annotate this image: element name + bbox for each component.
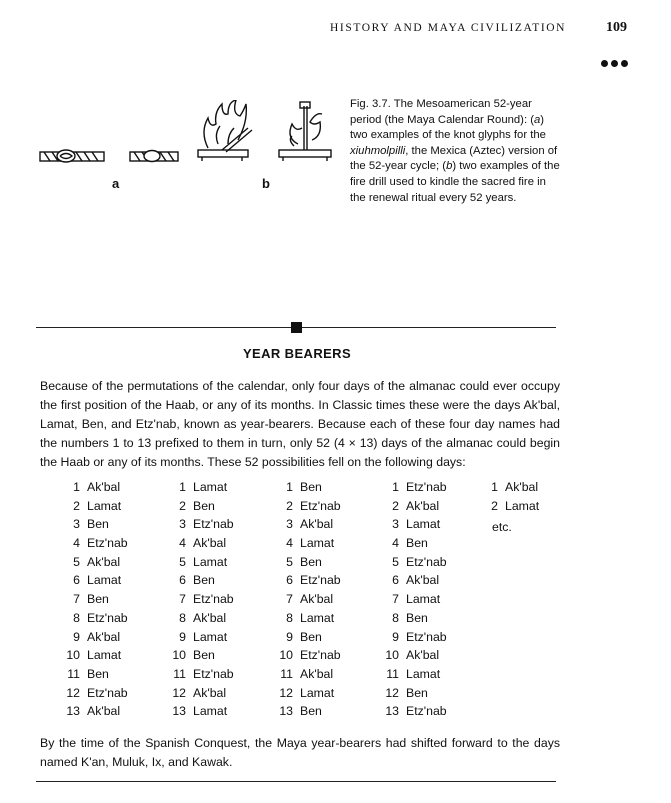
day-name: Ben — [406, 536, 428, 551]
day-name: Ak'bal — [300, 592, 334, 607]
knot-glyph-icon — [40, 150, 104, 162]
day-name: Etz'nab — [406, 554, 447, 569]
intro-paragraph: Because of the permutations of the calendar, only four days of the almanac could ever occupy the first position of the Haab, or any of its months. In Classic times these were the days Ak'bal, Lamat, Ben, and Etz'nab, known as year-bearers. Because each of these four day names had the numbers 1 to 13 prefixed to them in turn, only 52 (4 × 13) days of the almanac could begin the Haab or any of its months. These 52 possibilities fell on the following days: — [40, 379, 560, 469]
day-name: Ben — [406, 685, 428, 700]
ornament-dots-icon — [601, 54, 631, 72]
day-name: Etz'nab — [300, 573, 341, 588]
fire-drill-glyph-icon — [279, 102, 331, 161]
day-name: Lamat — [87, 573, 122, 588]
table-row — [373, 536, 447, 555]
day-name: Ak'bal — [300, 666, 334, 681]
day-number: 3 — [392, 517, 399, 532]
day-name: Etz'nab — [406, 629, 447, 644]
day-number: 9 — [286, 629, 293, 644]
table-column — [267, 480, 341, 723]
day-number: 8 — [73, 610, 80, 625]
day-number: 8 — [179, 610, 186, 625]
table-row — [267, 704, 341, 723]
table-row — [267, 536, 341, 555]
page-number: 109 — [606, 20, 627, 35]
day-number: 8 — [392, 610, 399, 625]
day-number: 1 — [73, 480, 80, 494]
day-number: 6 — [286, 573, 293, 588]
table-row — [160, 686, 234, 705]
day-number: 1 — [286, 480, 293, 494]
day-name: Ak'bal — [300, 517, 334, 532]
day-number: 3 — [286, 517, 293, 532]
table-row — [54, 630, 128, 649]
day-name: Lamat — [406, 666, 441, 681]
table-row — [373, 686, 447, 705]
table-row — [54, 611, 128, 630]
day-number: 2 — [392, 498, 399, 513]
day-name: Lamat — [193, 704, 228, 719]
day-name: Ben — [406, 610, 428, 625]
day-number: 7 — [392, 592, 399, 607]
day-name: Etz'nab — [193, 517, 234, 532]
day-number: 4 — [73, 536, 80, 551]
day-number: 4 — [392, 536, 399, 551]
day-name: Lamat — [406, 517, 441, 532]
day-name: Ak'bal — [406, 498, 440, 513]
day-name: Etz'nab — [406, 480, 447, 494]
table-row — [472, 499, 539, 518]
day-number: 3 — [179, 517, 186, 532]
running-head-title: HISTORY AND MAYA CIVILIZATION — [330, 22, 567, 34]
day-name: Lamat — [300, 685, 335, 700]
day-number: 5 — [392, 554, 399, 569]
table-row — [160, 573, 234, 592]
table-row — [160, 480, 234, 499]
table-row — [160, 704, 234, 723]
day-number: 4 — [286, 536, 293, 551]
table-continuation: etc. — [492, 520, 512, 534]
table-row — [373, 592, 447, 611]
day-number: 6 — [392, 573, 399, 588]
table-column — [54, 480, 128, 723]
day-name: Etz'nab — [193, 666, 234, 681]
day-name: Ak'bal — [193, 610, 227, 625]
day-name: Etz'nab — [300, 648, 341, 663]
day-name: Ak'bal — [193, 685, 227, 700]
table-row — [373, 648, 447, 667]
table-row — [54, 686, 128, 705]
figure-knot-and-fire-drill-glyphs — [36, 100, 336, 200]
day-name: Ak'bal — [87, 704, 121, 719]
day-number: 1 — [491, 480, 498, 494]
table-row — [160, 499, 234, 518]
day-number: 7 — [179, 592, 186, 607]
table-column — [373, 480, 447, 723]
table-row — [373, 555, 447, 574]
table-row — [267, 555, 341, 574]
day-name: Etz'nab — [87, 685, 128, 700]
day-number: 13 — [279, 704, 293, 719]
day-name: Ben — [300, 629, 322, 644]
day-name: Ben — [87, 517, 109, 532]
day-name: Ben — [193, 498, 215, 513]
day-name: Ak'bal — [406, 648, 440, 663]
figure-label-a: a — [112, 176, 120, 191]
day-name: Lamat — [406, 592, 441, 607]
day-number: 11 — [173, 666, 186, 681]
day-name: Ben — [300, 554, 322, 569]
day-number: 11 — [67, 666, 80, 681]
day-number: 10 — [66, 648, 80, 663]
day-number: 4 — [179, 536, 186, 551]
table-row — [373, 573, 447, 592]
section-heading: YEAR BEARERS — [242, 346, 352, 361]
fire-drill-glyph-icon — [198, 100, 252, 161]
caption-text: , the Mexica (Aztec) version of the 52-year cycle; ( — [350, 144, 558, 173]
day-name: Ben — [300, 480, 322, 494]
table-row — [267, 499, 341, 518]
caption-text: ) two examples of the knot glyphs for the — [350, 113, 546, 142]
table-row — [373, 480, 447, 499]
day-number: 2 — [73, 498, 80, 513]
day-number: 13 — [66, 704, 80, 719]
table-row — [54, 555, 128, 574]
table-row — [160, 517, 234, 536]
day-number: 7 — [73, 592, 80, 607]
day-name: Ak'bal — [505, 480, 539, 494]
bottom-divider — [36, 781, 556, 782]
table-row — [54, 517, 128, 536]
table-row — [54, 704, 128, 723]
day-number: 12 — [172, 685, 186, 700]
day-number: 3 — [73, 517, 80, 532]
day-number: 5 — [73, 554, 80, 569]
caption-text: ) two examples of the fire drill used to kindle the sacred fire in the renewal ritual every 52 years. — [350, 160, 560, 204]
day-number: 6 — [179, 573, 186, 588]
conclusion-paragraph: By the time of the Spanish Conquest, the Maya year-bearers had shifted forward to the days named K'an, Muluk, Ix, and Kawak. — [40, 736, 560, 769]
caption-part-b: b — [446, 160, 453, 173]
table-row — [54, 667, 128, 686]
table-row — [267, 517, 341, 536]
day-number: 13 — [172, 704, 186, 719]
day-name: Ben — [193, 573, 215, 588]
day-number: 8 — [286, 610, 293, 625]
figure-caption — [350, 97, 560, 206]
table-row — [373, 667, 447, 686]
table-row — [267, 573, 341, 592]
day-name: Ben — [300, 704, 322, 719]
day-number: 6 — [73, 573, 80, 588]
table-row — [267, 630, 341, 649]
day-number: 5 — [286, 554, 293, 569]
caption-term-xiuhmolpilli: xiuhmolpilli — [350, 144, 406, 157]
table-row — [160, 667, 234, 686]
table-column — [472, 480, 539, 517]
table-row — [160, 536, 234, 555]
day-name: Ak'bal — [87, 554, 121, 569]
table-row — [160, 611, 234, 630]
day-name: Lamat — [300, 610, 335, 625]
day-name: Ak'bal — [193, 536, 227, 551]
day-number: 9 — [73, 629, 80, 644]
table-row — [267, 686, 341, 705]
table-row — [54, 573, 128, 592]
day-number: 1 — [179, 480, 186, 494]
day-name: Ben — [87, 592, 109, 607]
day-number: 5 — [179, 554, 186, 569]
day-number: 11 — [280, 666, 293, 681]
day-name: Lamat — [87, 648, 122, 663]
section-divider-square-icon — [291, 322, 302, 333]
table-row — [54, 480, 128, 499]
day-number: 2 — [179, 498, 186, 513]
day-number: 12 — [279, 685, 293, 700]
figure-label-b: b — [262, 176, 270, 191]
day-name: Lamat — [505, 498, 540, 513]
day-number: 10 — [385, 648, 399, 663]
day-name: Lamat — [193, 629, 228, 644]
table-row — [373, 499, 447, 518]
table-row — [472, 480, 539, 499]
table-row — [267, 611, 341, 630]
table-row — [54, 592, 128, 611]
day-name: Lamat — [193, 480, 228, 494]
day-number: 12 — [66, 685, 80, 700]
day-number: 12 — [385, 685, 399, 700]
table-row — [54, 648, 128, 667]
day-name: Etz'nab — [87, 610, 128, 625]
caption-text: Fig. 3.7. The Mesoamerican 52-year period (the Maya Calendar Round): ( — [350, 98, 534, 126]
day-name: Lamat — [300, 536, 335, 551]
day-number: 1 — [392, 480, 399, 494]
table-row — [373, 704, 447, 723]
day-name: Ben — [193, 648, 215, 663]
day-name: Ak'bal — [87, 629, 121, 644]
table-row — [54, 536, 128, 555]
day-name: Ben — [87, 666, 109, 681]
table-row — [267, 592, 341, 611]
day-number: 7 — [286, 592, 293, 607]
table-row — [373, 517, 447, 536]
caption-part-a: a — [533, 113, 541, 126]
day-number: 2 — [286, 498, 293, 513]
table-row — [160, 555, 234, 574]
day-name: Lamat — [193, 554, 228, 569]
day-name: Lamat — [87, 498, 122, 513]
table-row — [160, 648, 234, 667]
table-row — [160, 592, 234, 611]
table-row — [373, 630, 447, 649]
table-row — [54, 499, 128, 518]
day-number: 11 — [386, 666, 399, 681]
day-name: Etz'nab — [87, 536, 128, 551]
day-number: 10 — [172, 648, 186, 663]
table-column — [160, 480, 234, 723]
day-number: 10 — [279, 648, 293, 663]
day-number: 2 — [491, 498, 498, 513]
day-number: 9 — [179, 629, 186, 644]
table-row — [267, 667, 341, 686]
day-name: Ak'bal — [406, 573, 440, 588]
day-name: Etz'nab — [406, 704, 447, 719]
glyph-illustration — [36, 100, 336, 200]
day-name: Ak'bal — [87, 480, 121, 494]
table-row — [160, 630, 234, 649]
table-row — [267, 648, 341, 667]
day-number: 13 — [385, 704, 399, 719]
table-row — [373, 611, 447, 630]
table-row — [267, 480, 341, 499]
knot-glyph-icon — [130, 151, 178, 162]
day-name: Etz'nab — [300, 498, 341, 513]
day-name: Etz'nab — [193, 592, 234, 607]
day-number: 9 — [392, 629, 399, 644]
